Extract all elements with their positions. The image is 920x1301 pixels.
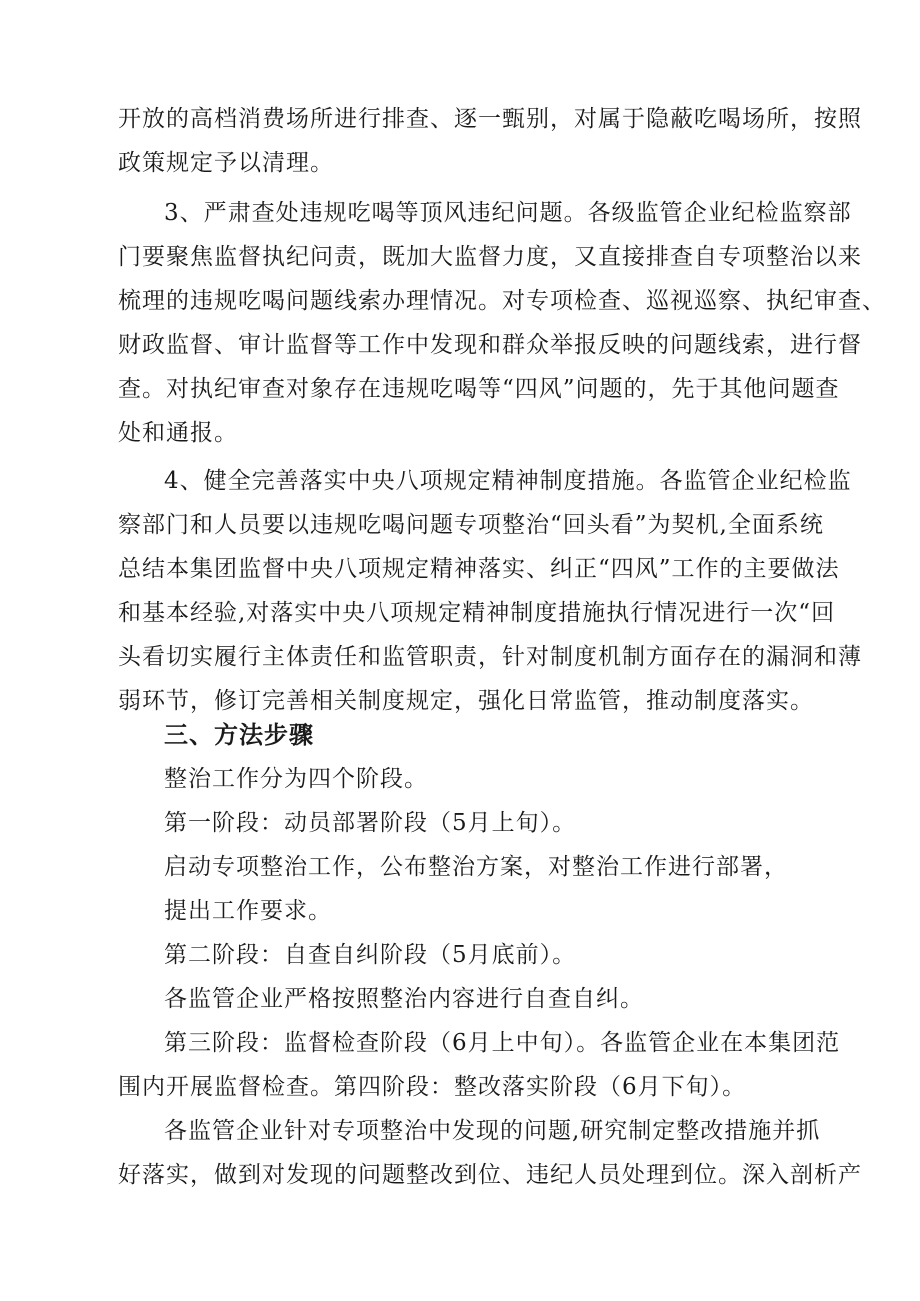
item-4-line-1: 4、健全完善落实中央八项规定精神制度措施。各监管企业纪检监: [164, 468, 852, 494]
stage-4-line-1: 各监管企业针对专项整治中发现的问题,研究制定整改措施并抓: [164, 1118, 821, 1144]
stage-2-title: 第二阶段：自查自纠阶段（5月底前）。: [164, 942, 577, 968]
item-4-line-5: 头看切实履行主体责任和监管职责，针对制度机制方面存在的漏洞和薄: [118, 644, 862, 670]
item-3-line-3: 梳理的违规吃喝问题线索办理情况。对专项检查、巡视巡察、执纪审查、: [118, 288, 886, 314]
stage-4-line-2: 好落实，做到对发现的问题整改到位、违纪人员处理到位。深入剖析产: [118, 1162, 862, 1188]
stage-1-line-2: 提出工作要求。: [164, 898, 332, 924]
item-4-line-4: 和基本经验,对落实中央八项规定精神制度措施执行情况进行一次“回: [118, 600, 836, 626]
text-line-2: 政策规定予以清理。: [118, 150, 334, 176]
item-4-line-6: 弱环节，修订完善相关制度规定，强化日常监管，推动制度落实。: [118, 688, 814, 714]
stage-3-line-2: 围内开展监督检查。第四阶段：整改落实阶段（6月下旬）。: [118, 1074, 747, 1100]
item-3-line-5: 查。对执纪审查对象存在违规吃喝等“四风”问题的，先于其他问题查: [118, 376, 840, 402]
stage-1-title: 第一阶段：动员部署阶段（5月上旬）。: [164, 810, 577, 836]
item-3-line-1: 3、严肃查处违规吃喝等顶风违纪问题。各级监管企业纪检监察部: [164, 200, 852, 226]
stage-1-line-1: 启动专项整治工作，公布整治方案，对整治工作进行部署，: [164, 854, 788, 880]
method-intro: 整治工作分为四个阶段。: [164, 766, 428, 792]
item-4-line-2: 察部门和人员要以违规吃喝问题专项整治“回头看”为契机,全面系统: [118, 512, 824, 538]
stage-2-line-1: 各监管企业严格按照整治内容进行自查自纠。: [164, 986, 644, 1012]
section-heading: 三、方法步骤: [164, 721, 314, 749]
stage-3-line-1: 第三阶段：监督检查阶段（6月上中旬）。各监管企业在本集团范: [164, 1030, 841, 1056]
item-3-line-6: 处和通报。: [118, 420, 238, 446]
item-4-line-3: 总结本集团监督中央八项规定精神落实、纠正“四风”工作的主要做法: [118, 556, 840, 582]
item-3-line-4: 财政监督、审计监督等工作中发现和群众举报反映的问题线索，进行督: [118, 332, 862, 358]
text-line-1: 开放的高档消费场所进行排查、逐一甄别，对属于隐蔽吃喝场所，按照: [118, 106, 862, 132]
item-3-line-2: 门要聚焦监督执纪问责，既加大监督力度，又直接排查自专项整治以来: [118, 244, 862, 270]
